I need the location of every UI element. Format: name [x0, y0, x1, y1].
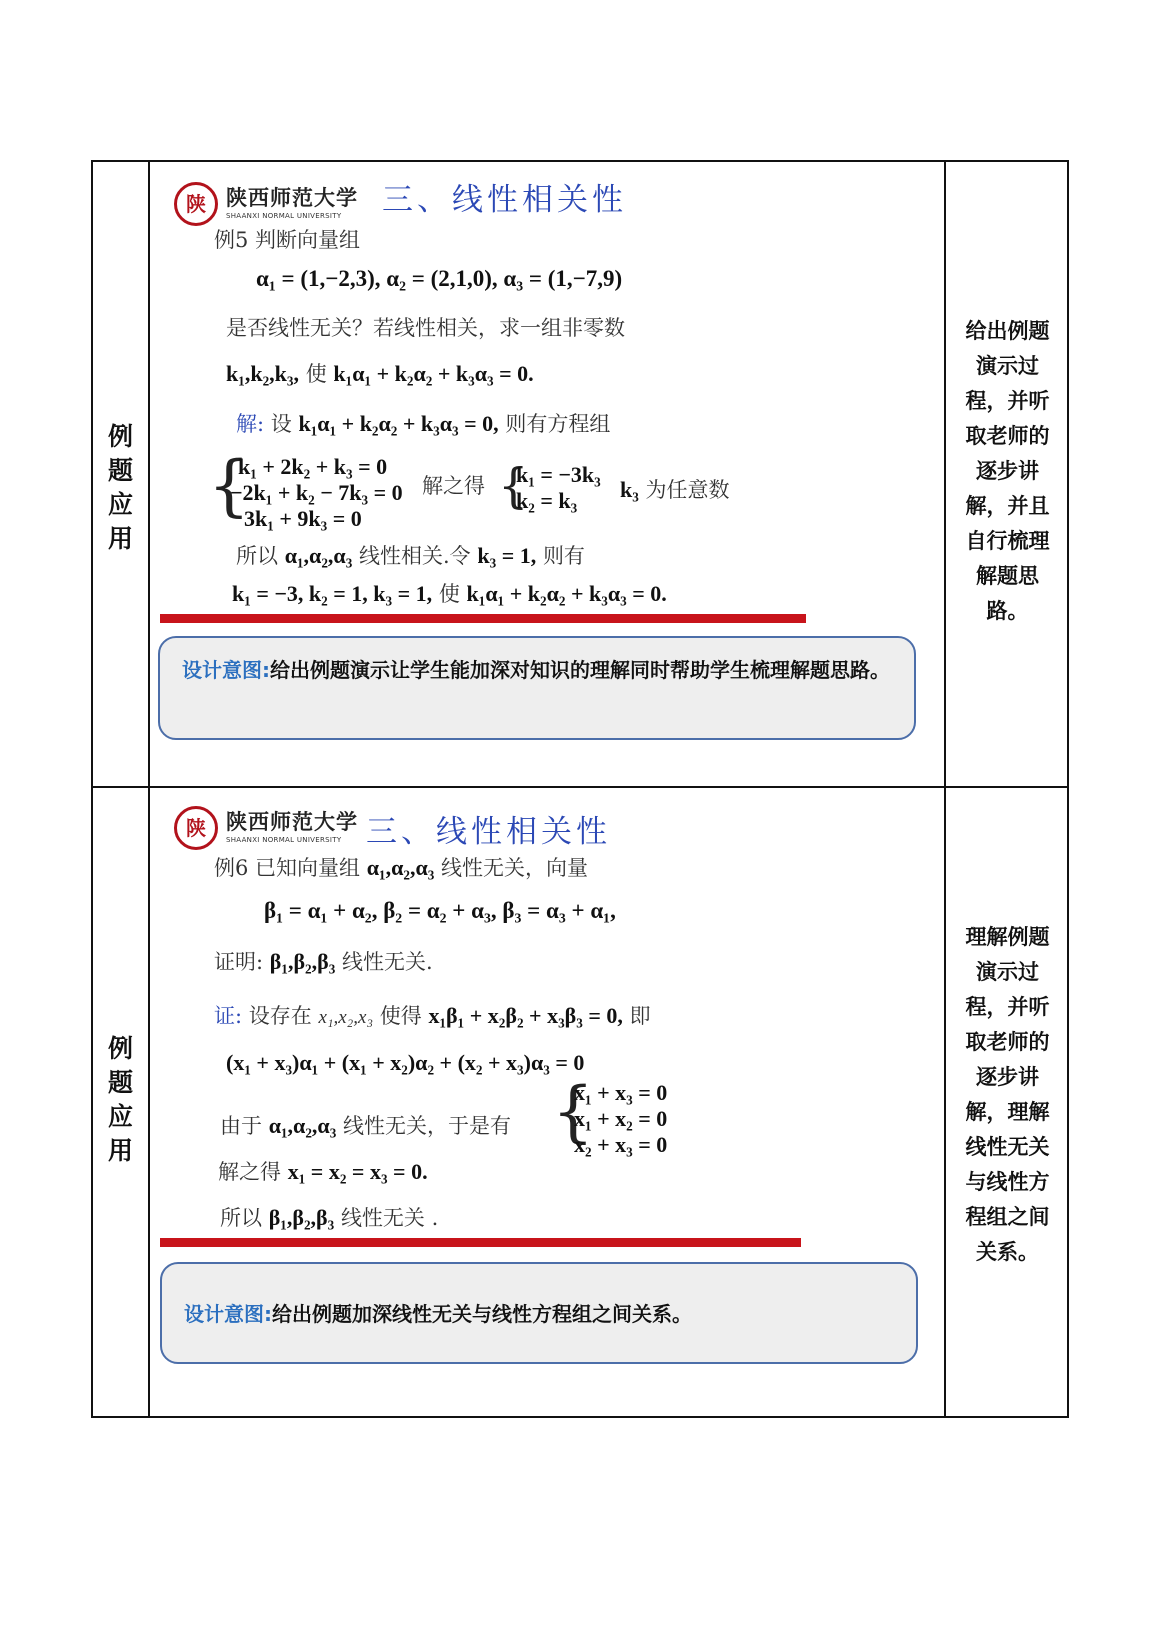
coefficients: k₁,k₂,k₃,	[226, 361, 299, 386]
linear-combination: x₁β₁ + x₂β₂ + x₃β₃ = 0,	[428, 1003, 623, 1028]
note-line: 路。	[986, 599, 1029, 623]
proof-label: 证:	[214, 1004, 243, 1028]
row-label-cell	[93, 162, 150, 786]
university-logo	[174, 804, 358, 854]
note-line: 取老师的	[965, 1030, 1050, 1054]
note-line: 取老师的	[965, 424, 1050, 448]
conclusion-line-2	[232, 578, 667, 608]
free-variable-line	[620, 474, 730, 504]
text-fragment: 使	[305, 362, 327, 386]
solve-text: 解之得	[422, 474, 485, 498]
vectors: α₁,α₂,α₃	[284, 543, 353, 568]
expanded-equation: (x₁ + x₃)α₁ + (x₁ + x₂)α₂ + (x₂ + x₃)α₃ = 0	[226, 1050, 585, 1075]
solve-line	[218, 1156, 428, 1186]
equation: k₁ = −3k₃	[516, 462, 601, 487]
proof-line	[214, 1000, 651, 1030]
equation: x₁ + x₂ = 0	[574, 1106, 668, 1131]
text-fragment: 例6 已知向量组	[214, 856, 361, 880]
text-fragment: 所以	[236, 544, 278, 568]
note-line: 关系。	[976, 1240, 1039, 1264]
design-intent-label: 设计意图:	[184, 1302, 272, 1326]
text-fragment: 使得	[379, 1004, 422, 1028]
notes-cell	[944, 162, 1067, 786]
note-line: 与线性方	[965, 1170, 1050, 1194]
design-intent-text	[184, 1296, 896, 1333]
note-line: 程，并听	[965, 389, 1050, 413]
row-label-cell	[93, 788, 150, 1416]
text-fragment: 证明:	[214, 950, 264, 974]
label-char: 用	[107, 1136, 133, 1165]
row-label	[93, 1032, 148, 1168]
prove-statement	[214, 946, 433, 976]
equation: 3k₁ + 9k₃ = 0	[244, 506, 362, 531]
variables: x₁,x₂,x₃	[318, 1007, 374, 1028]
text-fragment: 由于	[220, 1114, 262, 1138]
vectors: β₁,β₂,β₃	[268, 1205, 335, 1230]
left-brace-icon: {	[208, 447, 250, 524]
text-fragment: 线性无关 .	[340, 1206, 439, 1230]
university-name-cn: 陕西师范大学	[226, 185, 358, 210]
text-fragment: 所以	[220, 1206, 262, 1230]
assignment: k₃ = 1,	[477, 543, 537, 568]
text-fragment: 解之得	[218, 1160, 281, 1184]
notes-cell	[944, 788, 1067, 1416]
label-char: 例	[107, 1034, 133, 1063]
red-divider	[160, 1238, 801, 1247]
text-fragment: 线性无关，于是有	[343, 1114, 511, 1138]
university-name-cn: 陕西师范大学	[226, 809, 358, 834]
left-brace-icon: {	[552, 1073, 594, 1150]
university-logo	[174, 180, 358, 230]
note-line: 解，理解	[965, 1100, 1050, 1124]
text-fragment: 线性无关.	[342, 950, 433, 974]
equation-system-1	[230, 454, 403, 532]
solution-line	[236, 408, 610, 438]
linear-combination: k₁α₁ + k₂α₂ + k₃α₃ = 0.	[466, 581, 667, 606]
note-line: 演示过	[976, 354, 1039, 378]
beta-definitions: β₁ = α₁ + α₂, β₂ = α₂ + α₃, β₃ = α₃ + α₁,	[264, 898, 616, 923]
note-line: 给出例题	[965, 319, 1050, 343]
note-line: 逐步讲	[976, 1065, 1039, 1089]
section-title: 三、线性相关性	[382, 182, 627, 218]
lesson-table	[91, 160, 1069, 1418]
example-heading	[214, 852, 588, 882]
vectors: α₁,α₂,α₃	[268, 1113, 337, 1138]
question-continuation	[226, 358, 534, 388]
label-char: 例	[107, 422, 133, 451]
text-fragment: 则有方程组	[505, 412, 611, 436]
free-variable: k₃	[620, 477, 639, 502]
university-name-en: SHAANXI NORMAL UNIVERSITY	[226, 836, 342, 844]
linear-combination: k₁α₁ + k₂α₂ + k₃α₃ = 0.	[333, 361, 534, 386]
row-label	[93, 420, 148, 556]
slide-cell	[150, 162, 944, 786]
equation-system-2	[516, 462, 601, 514]
label-char: 应	[107, 1102, 133, 1131]
linear-combination: k₁α₁ + k₂α₂ + k₃α₃ = 0,	[298, 411, 499, 436]
note-line: 演示过	[976, 960, 1039, 984]
solution-values: x₁ = x₂ = x₃ = 0.	[287, 1159, 428, 1184]
text-fragment: 线性无关，向量	[441, 856, 589, 880]
red-divider	[160, 614, 806, 623]
note-line: 逐步讲	[976, 459, 1039, 483]
solution-label: 解:	[236, 412, 265, 436]
design-intent-box	[160, 1262, 918, 1364]
design-intent-content: 给出例题加深线性无关与线性方程组之间关系。	[272, 1302, 692, 1326]
university-seal-icon: 陕	[174, 806, 218, 850]
note-line: 理解例题	[965, 925, 1050, 949]
text-fragment: 线性相关.令	[359, 544, 471, 568]
table-row-example5	[93, 162, 1067, 788]
note-line: 自行梳理	[965, 529, 1050, 553]
question-text: 是否线性无关？若线性相关，求一组非零数	[226, 316, 625, 340]
vector-definitions: α₁ = (1,−2,3), α₂ = (2,1,0), α₃ = (1,−7,9)	[256, 266, 623, 291]
equation: k₂ = k₃	[516, 488, 578, 513]
label-char: 题	[107, 456, 133, 485]
since-line	[220, 1110, 511, 1140]
conclusion-line	[220, 1202, 438, 1232]
example-heading: 例5 判断向量组	[214, 228, 361, 252]
university-name-en: SHAANXI NORMAL UNIVERSITY	[226, 212, 342, 220]
text-fragment: 为任意数	[645, 478, 730, 502]
text-fragment: 使	[438, 582, 460, 606]
design-intent-text	[182, 652, 894, 689]
text-fragment: 设	[270, 412, 292, 436]
note-line: 程，并听	[965, 995, 1050, 1019]
design-intent-label: 设计意图:	[182, 658, 270, 682]
equation-system-3	[574, 1080, 667, 1158]
text-fragment: 即	[629, 1004, 651, 1028]
section-title: 三、线性相关性	[366, 814, 611, 850]
table-row-example6	[93, 788, 1067, 1416]
note-line: 线性无关	[965, 1135, 1050, 1159]
label-char: 用	[107, 524, 133, 553]
conclusion-line-1	[236, 540, 585, 570]
university-seal-icon: 陕	[174, 182, 218, 226]
slide-cell	[150, 788, 944, 1416]
label-char: 应	[107, 490, 133, 519]
vectors: α₁,α₂,α₃	[366, 855, 435, 880]
note-line: 解，并且	[965, 494, 1050, 518]
design-intent-box	[158, 636, 916, 740]
note-line: 程组之间	[965, 1205, 1050, 1229]
left-brace-icon: {	[498, 458, 529, 514]
text-fragment: 则有	[542, 544, 585, 568]
equation: k₁ + 2k₂ + k₃ = 0	[238, 454, 388, 479]
design-intent-content: 给出例题演示让学生能加深对知识的理解同时帮助学生梳理解题思路。	[270, 658, 890, 682]
text-fragment: 设存在	[248, 1004, 312, 1028]
student-activity-note	[956, 920, 1059, 1270]
vectors: β₁,β₂,β₃	[269, 949, 336, 974]
note-line: 解题思	[976, 564, 1039, 588]
equation: x₁ + x₃ = 0	[574, 1080, 668, 1105]
equation: −2k₁ + k₂ − 7k₃ = 0	[230, 480, 403, 505]
label-char: 题	[107, 1068, 133, 1097]
student-activity-note	[956, 314, 1059, 629]
coefficient-values: k₁ = −3, k₂ = 1, k₃ = 1,	[232, 581, 433, 606]
equation: x₂ + x₃ = 0	[574, 1132, 668, 1157]
